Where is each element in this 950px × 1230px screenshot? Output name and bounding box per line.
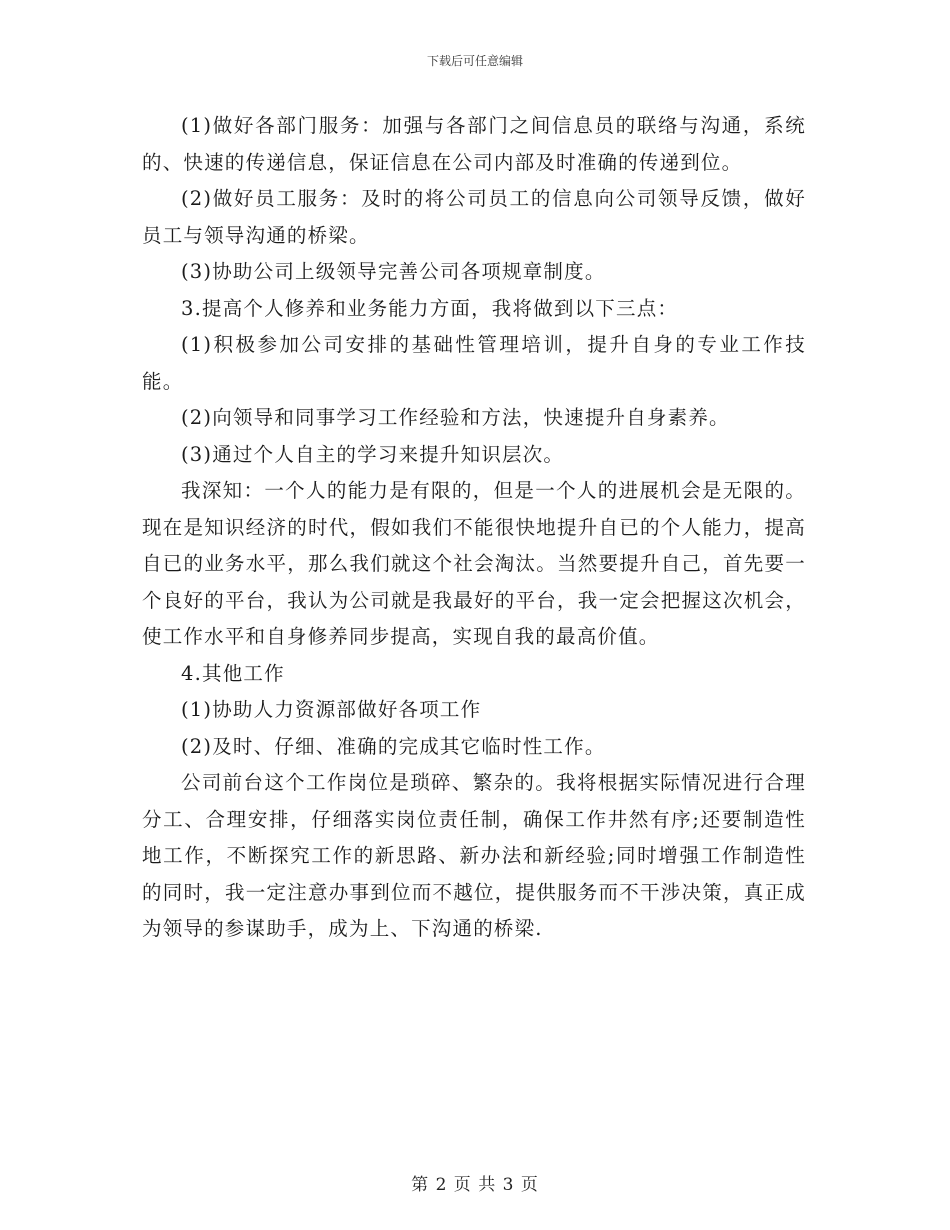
section-heading-4: 4.其他工作	[181, 661, 285, 685]
paragraph-7: (3)通过个人自主的学习来提升知识层次。	[181, 442, 565, 466]
paragraph-5: (1)积极参加公司安排的基础性管理培训，提升自身的专业工作技能。	[142, 333, 806, 393]
paragraph-3: (3)协助公司上级领导完善公司各项规章制度。	[181, 260, 606, 283]
header-note: 下载后可任意编辑	[426, 54, 523, 68]
paragraph-12: 公司前台这个工作岗位是琐碎、繁杂的。我将根据实际情况进行合理分工、合理安排，仔细落实岗位责任制，确保工作井然有序;还要制造性地工作，不断探究工作的新思路、新办法和新经验;同时增强工作制造性的同时，我一定注意办事到位而不越位，提供服务而不干涉决策，真正成为领导的参谋助手，成为上、下沟通的桥梁.	[142, 771, 806, 940]
page-number: 第 2 页 共 3 页	[411, 1175, 539, 1195]
document-body	[142, 108, 806, 948]
paragraph-6: (2)向领导和同事学习工作经验和方法，快速提升自身素养。	[181, 406, 730, 429]
paragraph-8: 我深知：一个人的能力是有限的，但是一个人的进展机会是无限的。现在是知识经济的时代，假如我们不能很快地提升自已的个人能力，提高自已的业务水平，那么我们就这个社会淘汰。当然要提升自己，首先要一个良好的平台，我认为公司就是我最好的平台，我一定会把握这次机会，使工作水平和自身修养同步提高，实现自我的最高价值。	[142, 479, 806, 648]
paragraph-2: (2)做好员工服务：及时的将公司员工的信息向公司领导反馈，做好员工与领导沟通的桥梁。	[142, 187, 806, 247]
section-heading-3: 3.提高个人修养和业务能力方面，我将做到以下三点：	[181, 296, 679, 320]
paragraph-11: (2)及时、仔细、准确的完成其它临时性工作。	[181, 734, 606, 758]
paragraph-10: (1)协助人力资源部做好各项工作	[181, 698, 482, 721]
paragraph-1: (1)做好各部门服务：加强与各部门之间信息员的联络与沟通，系统的、快速的传递信息，保证信息在公司内部及时准确的传递到位。	[142, 114, 806, 174]
